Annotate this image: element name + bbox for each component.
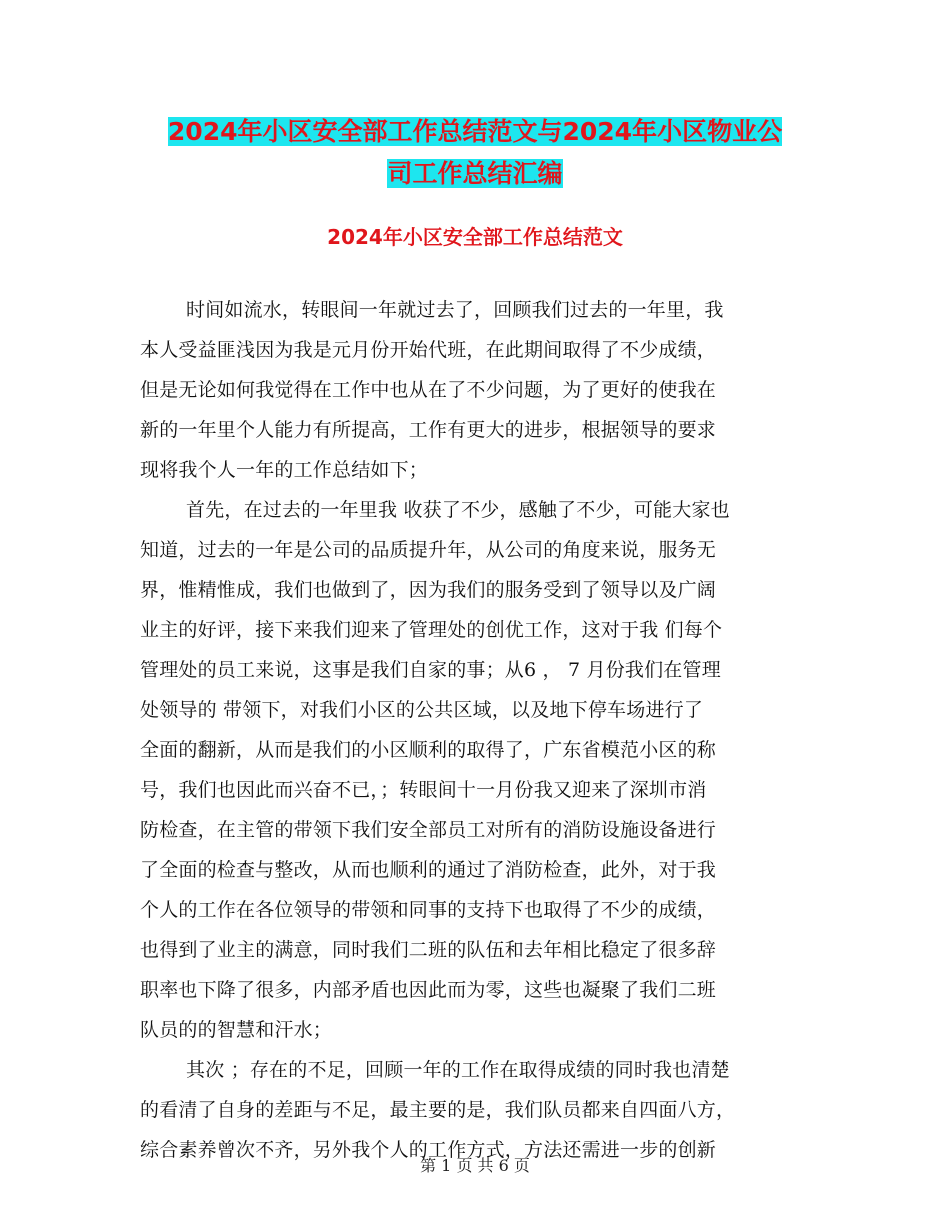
- body-line: 时间如流水，转眼间一年就过去了，回顾我们过去的一年里，我: [186, 299, 724, 321]
- body-line: 全面的翻新，从而是我们的小区顺利的取得了，广东省模范小区的称: [140, 739, 717, 761]
- section-heading: 2024年小区安全部工作总结范文: [327, 225, 623, 249]
- body-line: 队员的的智慧和汗水；: [140, 1019, 333, 1041]
- page-number-footer: 第 1 页 共 6 页: [420, 1156, 530, 1175]
- body-line: 综合素养曾次不齐，另外我个人的工作方式，方法还需进一步的创新: [140, 1139, 717, 1161]
- body-line: 首先，在过去的一年里我 收获了不少，感触了不少，可能大家也: [186, 499, 730, 521]
- body-line: 业主的好评，接下来我们迎来了管理处的创优工作，这对于我 们每个: [140, 619, 723, 641]
- document-title-line-2: [0, 151, 950, 197]
- body-line: 了全面的检查与整改，从而也顺利的通过了消防检查，此外，对于我: [140, 859, 717, 881]
- body-line: 号，我们也因此而兴奋不已，；转眼间十一月份我又迎来了深圳市消: [140, 779, 707, 801]
- body-line: 现将我个人一年的工作总结如下；: [140, 459, 429, 481]
- body-line: 其次 ；存在的不足，回顾一年的工作在取得成绩的同时我也清楚: [186, 1059, 730, 1081]
- body-line: 也得到了业主的满意，同时我们二班的队伍和去年相比稳定了很多辞: [140, 939, 717, 961]
- body-line: 处领导的 带领下，对我们小区的公共区域，以及地下停车场进行了: [140, 699, 704, 721]
- document-title-line-1: [0, 109, 950, 155]
- body-text: [140, 290, 810, 1170]
- body-line: 界，惟精惟成，我们也做到了，因为我们的服务受到了领导以及广阔: [140, 579, 717, 601]
- body-line: 知道，过去的一年是公司的品质提升年，从公司的角度来说，服务无: [140, 539, 717, 561]
- body-line: 职率也下降了很多，内部矛盾也因此而为零，这些也凝聚了我们二班: [140, 979, 717, 1001]
- title-highlight-2: 司工作总结汇编: [387, 159, 563, 188]
- body-line: 防检查，在主管的带领下我们安全部员工对所有的消防设施设备进行: [140, 819, 717, 841]
- body-line: 新的一年里个人能力有所提高，工作有更大的进步，根据领导的要求: [140, 419, 717, 441]
- body-line: 的看清了自身的差距与不足，最主要的是，我们队员都来自四面八方，: [140, 1099, 736, 1121]
- body-line: 个人的工作在各位领导的带领和同事的支持下也取得了不少的成绩，: [140, 899, 717, 921]
- body-line: 管理处的员工来说，这事是我们自家的事；从6 ， 7 月份我们在管理: [140, 659, 721, 681]
- body-line: 本人受益匪浅因为我是元月份开始代班，在此期间取得了不少成绩，: [140, 339, 717, 361]
- body-line: 但是无论如何我觉得在工作中也从在了不少问题，为了更好的使我在: [140, 379, 717, 401]
- title-highlight-1: 2024年小区安全部工作总结范文与2024年小区物业公: [167, 117, 783, 146]
